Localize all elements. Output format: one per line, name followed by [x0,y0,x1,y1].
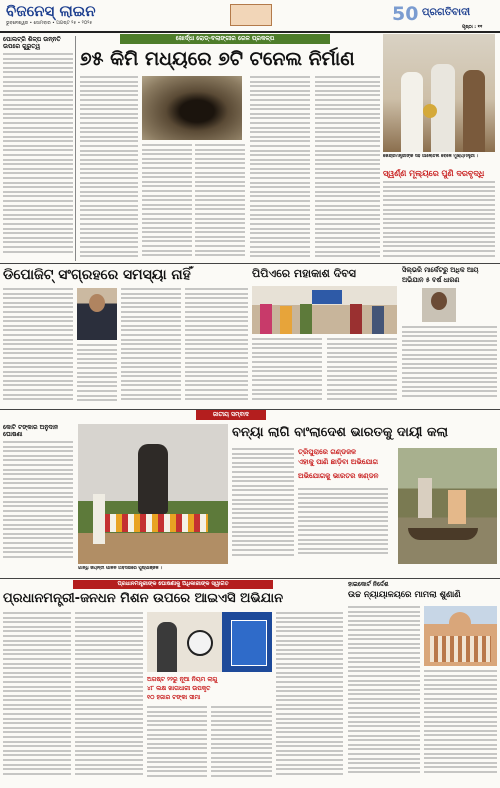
story1-body-col5 [315,76,380,262]
story5-body-col2 [298,488,388,564]
story4-headline: ସିଲ୍ଭରି ମାର୍କେଟରୁ ଅଧିକ ଆୟ [402,266,479,274]
story1 [80,34,380,262]
poster-icon [231,620,267,666]
face-icon [89,294,105,312]
story7-kicker: ହାଇକୋର୍ଟ ନିର୍ଦ୍ଦେଶ [348,581,389,588]
left-brief [3,36,73,261]
flood-photo [398,448,497,564]
section-tag: ଜାତୀୟ ସମ୍ବାଦ [196,410,266,420]
story4-subline: ଅଭିଯାନ ୫ ବର୍ଷ ଧାରଣ [402,276,460,284]
story6-kicker: ପ୍ରଧାନମନ୍ତ୍ରୀଙ୍କ ଘୋଷଣାକୁ ଅଧିକାରୀଙ୍କ ସ୍ୱାଗତ [73,580,273,589]
brand-badge-icon [230,4,272,26]
story3-body-col2 [327,338,397,406]
story4 [402,266,497,406]
person-figure [93,494,105,544]
left-brief-headline: ପୋଲଟ୍ରି ଶିଳ୍ପ ଉନ୍ନତି ଉପରେ ଗୁରୁତ୍ୱ [3,36,61,50]
story6-bullet-2: ୪୮ ଲକ୍ଷ ଖାତାଧାରୀ ଉପକୃତ [147,685,211,692]
story-small-body [383,181,495,261]
story6-body-col2 [75,612,143,782]
jubilee-number: 50 [392,3,419,25]
statue-figure [138,444,168,514]
left-brief-body [3,53,73,253]
story2 [3,266,248,406]
story6-body-col3 [147,706,207,782]
story1-body-col3 [195,144,245,262]
story7-body-col1 [348,606,420,782]
story5-left-headline: କୋଟି ଟଙ୍କାର ଅନୁଦାନ ଘୋଷଣା [3,424,59,438]
person-figure [463,70,485,152]
story5-headline: ବନ୍ୟା ଲାଗି ବାଂଲାଦେଶ ଭାରତକୁ ଦାୟୀ କଲା [232,425,449,440]
story7 [348,580,497,785]
story-small-headline: ସ୍ୱର୍ଣ୍ଣ ମୂଲ୍ୟରେ ପୁଣି ଦରବୃଦ୍ଧି [383,169,485,178]
story2-body-col2 [77,344,117,406]
story2-headline: ଡିପୋଜିଟ୍ ସଂଗ୍ରହରେ ସମସ୍ୟା ନାହିଁ [3,267,191,283]
event-photo [252,286,397,334]
story6-body-col4 [211,706,272,782]
story3-headline: ପିପିଏରେ ମହାକାଶ ଦିବସ [252,267,356,280]
story6 [3,580,343,785]
boat-icon [408,528,478,540]
story6-body-col1 [3,612,71,782]
story-small [383,169,495,261]
story6-body-col5 [276,612,343,782]
story6-bullet-1: ଅଗଷ୍ଟ ୨୨ରୁ ନୂଆ ନିୟମ ଲାଗୁ [147,676,218,683]
statue-photo [78,424,228,564]
banner-icon [312,290,342,304]
story3 [252,266,397,406]
story1-body-col2 [142,144,192,262]
person-figure [280,306,292,334]
story5-bullet-3: ଅଭିଯୋଗକୁ ଭାରତର ଖଣ୍ଡନ [298,472,379,480]
flower-bed [98,514,208,532]
masthead-dateline: ଭୁବନେଶ୍ୱର • ସୋମବାର • ଅଗଷ୍ଟ ୨୫ • ୨୦୨୫ [6,21,93,26]
section-rule [0,263,500,264]
page-label: ପୃଷ୍ଠା : ୧୧ [462,25,483,30]
person-figure [350,304,362,334]
tunnel-photo [142,76,242,140]
person-figure [401,72,423,152]
bouquet-icon [423,104,437,118]
story5-bullet-2: ଏହାକୁ ପାଣି ଛାଡ଼ିବା ଅଭିଯୋଗ [298,458,378,466]
masthead [0,0,500,30]
person-figure [372,306,384,334]
officials-photo [383,34,495,152]
brand-name: ପ୍ରଗତିବାଦୀ [422,7,471,18]
campaign-photo [147,612,272,672]
story6-bullet-3: ୧୦ ହଜାର ଟଙ୍କା ସୀମା [147,694,201,701]
person-figure [157,622,177,672]
story2-body-col3 [121,288,181,406]
story3-body-col1 [252,338,322,406]
story5-body-col1 [232,448,294,564]
dome-icon [449,612,471,626]
statue-photo-caption: ଗାନ୍ଧି ଜୟନ୍ତୀ ପାଳନ ଅବସରରେ ପୁଷ୍ପାଞ୍ଜଳି । [78,566,163,571]
story5-left-body [3,441,73,564]
story4-body [402,326,497,406]
story7-headline: ଉଚ୍ଚ ନ୍ୟାୟାଳୟରେ ମାମଲା ଶୁଣାଣି [348,590,461,600]
story5-left [3,424,73,564]
story1-body-col1 [80,76,138,262]
column-rule [75,36,76,261]
court-building-photo [424,606,497,666]
story1-kicker: ଖୋର୍ଦ୍ଧା ରୋଡ୍-ବଲାଙ୍ଗୀର ରେଳ ପ୍ରକଳ୍ପ [120,34,330,44]
masthead-rule [0,31,500,33]
columns [430,636,491,662]
section-rule [0,578,500,579]
person-figure [418,478,432,518]
person-figure [300,304,312,334]
story6-headline: ପ୍ରଧାନମନ୍ତ୍ରୀ-ଜନଧନ ମିଶନ ଉପରେ ଆଇଏସି ଅଭିଯାନ [3,591,284,606]
story5 [232,424,497,574]
story2-body-col4 [185,288,248,406]
masthead-title: ବିଜନେସ୍ ଲାଇନ [6,2,96,20]
story5-bullet-1: ତ୍ରିପୁରାରେ ଗଣ୍ଡଜଳ [298,448,357,456]
story7-body-col2 [424,670,497,782]
person-figure [260,304,272,334]
story1-body-col4 [250,76,310,262]
ball-icon [187,630,213,656]
portrait-photo [422,288,456,322]
officials-photo-caption: କେନ୍ଦ୍ରମନ୍ତ୍ରୀଙ୍କ ସହ ଆଲୋଚନା ବେଳେ ମୁଖ୍ୟମନ୍ତ୍ରୀ । [383,154,479,159]
banker-photo [77,288,117,340]
face-icon [431,292,447,310]
person-figure [448,490,466,524]
story1-headline: ୭୫ କିମି ମଧ୍ୟରେ ୭ଟି ଟନେଲ ନିର୍ମାଣ [80,48,355,70]
story2-body-col1 [3,288,73,406]
